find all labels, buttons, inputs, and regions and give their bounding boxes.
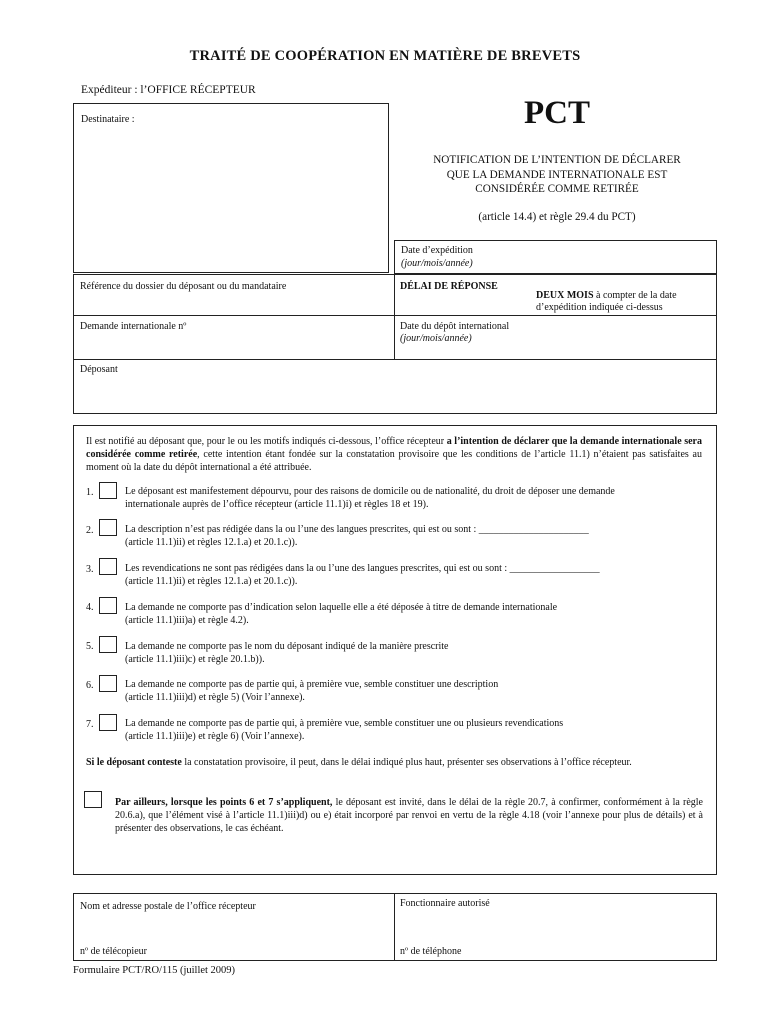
item-number: 6. <box>86 680 94 691</box>
incorporation-paragraph <box>115 796 703 835</box>
delai-bold: DEUX MOIS <box>536 290 594 301</box>
item-5-checkbox[interactable] <box>99 636 117 653</box>
recipient-label: Destinataire : <box>81 114 135 125</box>
articles-reference: (article 14.4) et règle 29.4 du PCT) <box>478 211 636 223</box>
incorporation-bold: Par ailleurs, lorsque les points 6 et 7 s’appliquent, <box>115 797 333 808</box>
item-3-checkbox[interactable] <box>99 558 117 575</box>
item-2-text <box>125 524 705 549</box>
item-line: La demande ne comporte pas de partie qui, à première vue, semble constituer une ou plusieurs revendications <box>125 718 564 729</box>
item-line: La demande ne comporte pas le nom du déposant indiqué de la manière prescrite <box>125 641 449 652</box>
item-line: (article 11.1)iii)a) et règle 4.2). <box>125 614 249 626</box>
grounds-section <box>73 425 717 875</box>
item-7-checkbox[interactable] <box>99 714 117 731</box>
authorized-official-label: Fonctionnaire autorisé <box>400 898 490 909</box>
notification-line-3: CONSIDÉRÉE COMME RETIRÉE <box>475 183 639 195</box>
intro-bold: a l’intention de déclarer que la demande internationale sera considérée comme retirée <box>86 436 702 460</box>
item-line: La demande ne comporte pas d’indication selon laquelle elle a été déposée à titre de demande internationale <box>125 602 558 613</box>
notification-line-1: NOTIFICATION DE L’INTENTION DE DÉCLARER <box>433 154 681 166</box>
contest-bold: Si le déposant conteste <box>86 757 182 768</box>
item-line: Le déposant est manifestement dépourvu, pour des raisons de domicile ou de nationalité, du droit de déposer une demande <box>125 486 615 497</box>
office-address-label: Nom et adresse postale de l’office récepteur <box>80 901 256 912</box>
item-line: (article 11.1)ii) et règles 12.1.a) et 20.1.c)). <box>125 536 298 548</box>
delai-label: DÉLAI DE RÉPONSE <box>400 281 498 292</box>
date-expedition-format: (jour/mois/année) <box>401 258 473 269</box>
item-line: Les revendications ne sont pas rédigées dans la ou l’une des langues prescrites, qui est ou sont : __________________ <box>125 563 600 574</box>
item-number: 7. <box>86 719 94 730</box>
date-depot-format: (jour/mois/année) <box>400 333 472 344</box>
item-3-text <box>125 563 705 588</box>
item-line: (article 11.1)ii) et règles 12.1.a) et 20.1.c)). <box>125 575 298 587</box>
phone-label: nº de téléphone <box>400 946 462 957</box>
reference-label: Référence du dossier du déposant ou du mandataire <box>80 281 287 292</box>
delai-text <box>536 290 677 314</box>
form-name: Formulaire PCT/RO/115 (juillet 2009) <box>73 965 236 976</box>
item-line: (article 11.1)iii)c) et règle 20.1.b)). <box>125 653 265 665</box>
sender-line: Expéditeur : l’OFFICE RÉCEPTEUR <box>81 84 256 96</box>
item-2-checkbox[interactable] <box>99 519 117 536</box>
item-line: internationale auprès de l’office récepteur (article 11.1)i) et règles 18 et 19). <box>125 498 429 510</box>
notification-line-2: QUE LA DEMANDE INTERNATIONALE EST <box>446 168 668 181</box>
intro-paragraph <box>86 435 702 474</box>
item-line: La demande ne comporte pas de partie qui, à première vue, semble constituer une description <box>125 679 499 690</box>
incorporation-checkbox[interactable] <box>84 791 102 808</box>
delai-rest-1: à compter de la date <box>593 290 677 301</box>
item-line: (article 11.1)iii)d) et règle 5) (Voir l’annexe). <box>125 691 305 703</box>
item-6-checkbox[interactable] <box>99 675 117 692</box>
document-title: TRAITÉ DE COOPÉRATION EN MATIÈRE DE BREVETS <box>189 48 581 64</box>
item-4-checkbox[interactable] <box>99 597 117 614</box>
deposant-label: Déposant <box>80 364 118 375</box>
item-1-checkbox[interactable] <box>99 482 117 499</box>
file-info-grid <box>73 274 717 414</box>
item-5-text <box>125 641 705 666</box>
intro-part-1: Il est notifié au déposant que, pour le ou les motifs indiqués ci-dessous, l’office récepteur <box>86 436 447 447</box>
item-6-text <box>125 679 705 704</box>
date-expedition-label: Date d’expédition <box>401 245 473 256</box>
office-footer <box>73 893 717 961</box>
contest-paragraph <box>86 756 702 769</box>
item-number: 2. <box>86 525 94 536</box>
item-number: 4. <box>86 602 94 613</box>
contest-rest: la constatation provisoire, il peut, dans le délai indiqué plus haut, présenter ses observations à l’office récepteur. <box>181 757 632 768</box>
item-1-text <box>125 486 705 511</box>
item-4-text <box>125 602 705 627</box>
incorporation-rest: le déposant est invité, dans le délai de la règle 20.7, à confirmer, conformément à la règle 20.6.a), que l’élément visé à l’article 11.1)iii)d) ou e) était incorporé par renvoi en vertu de la règle 4.18 (voir l’annexe pour plus de détails) et à présenter des observations, le cas échéant. <box>115 797 703 834</box>
intro-part-2: , cette intention étant fondée sur la constatation provisoire que les conditions de l’article 11.1) n’étaient pas satisfaites au moment où la date du dépôt international a été attribuée. <box>86 449 702 473</box>
item-number: 3. <box>86 564 94 575</box>
demande-number-label: Demande internationale nº <box>80 321 187 332</box>
item-number: 1. <box>86 487 94 498</box>
date-depot-label: Date du dépôt international <box>400 321 510 332</box>
item-line: (article 11.1)iii)e) et règle 6) (Voir l’annexe). <box>125 730 305 742</box>
item-line: La description n’est pas rédigée dans la ou l’une des langues prescrites, qui est ou sont : ______________________ <box>125 524 589 535</box>
date-expedition-field[interactable] <box>394 240 717 274</box>
header-fields-grid <box>0 0 770 420</box>
fax-label: nº de télécopieur <box>80 946 147 957</box>
pct-heading: PCT <box>524 95 590 131</box>
item-number: 5. <box>86 641 94 652</box>
item-7-text <box>125 718 705 743</box>
delai-rest-2: d’expédition indiquée ci-dessus <box>536 302 663 313</box>
